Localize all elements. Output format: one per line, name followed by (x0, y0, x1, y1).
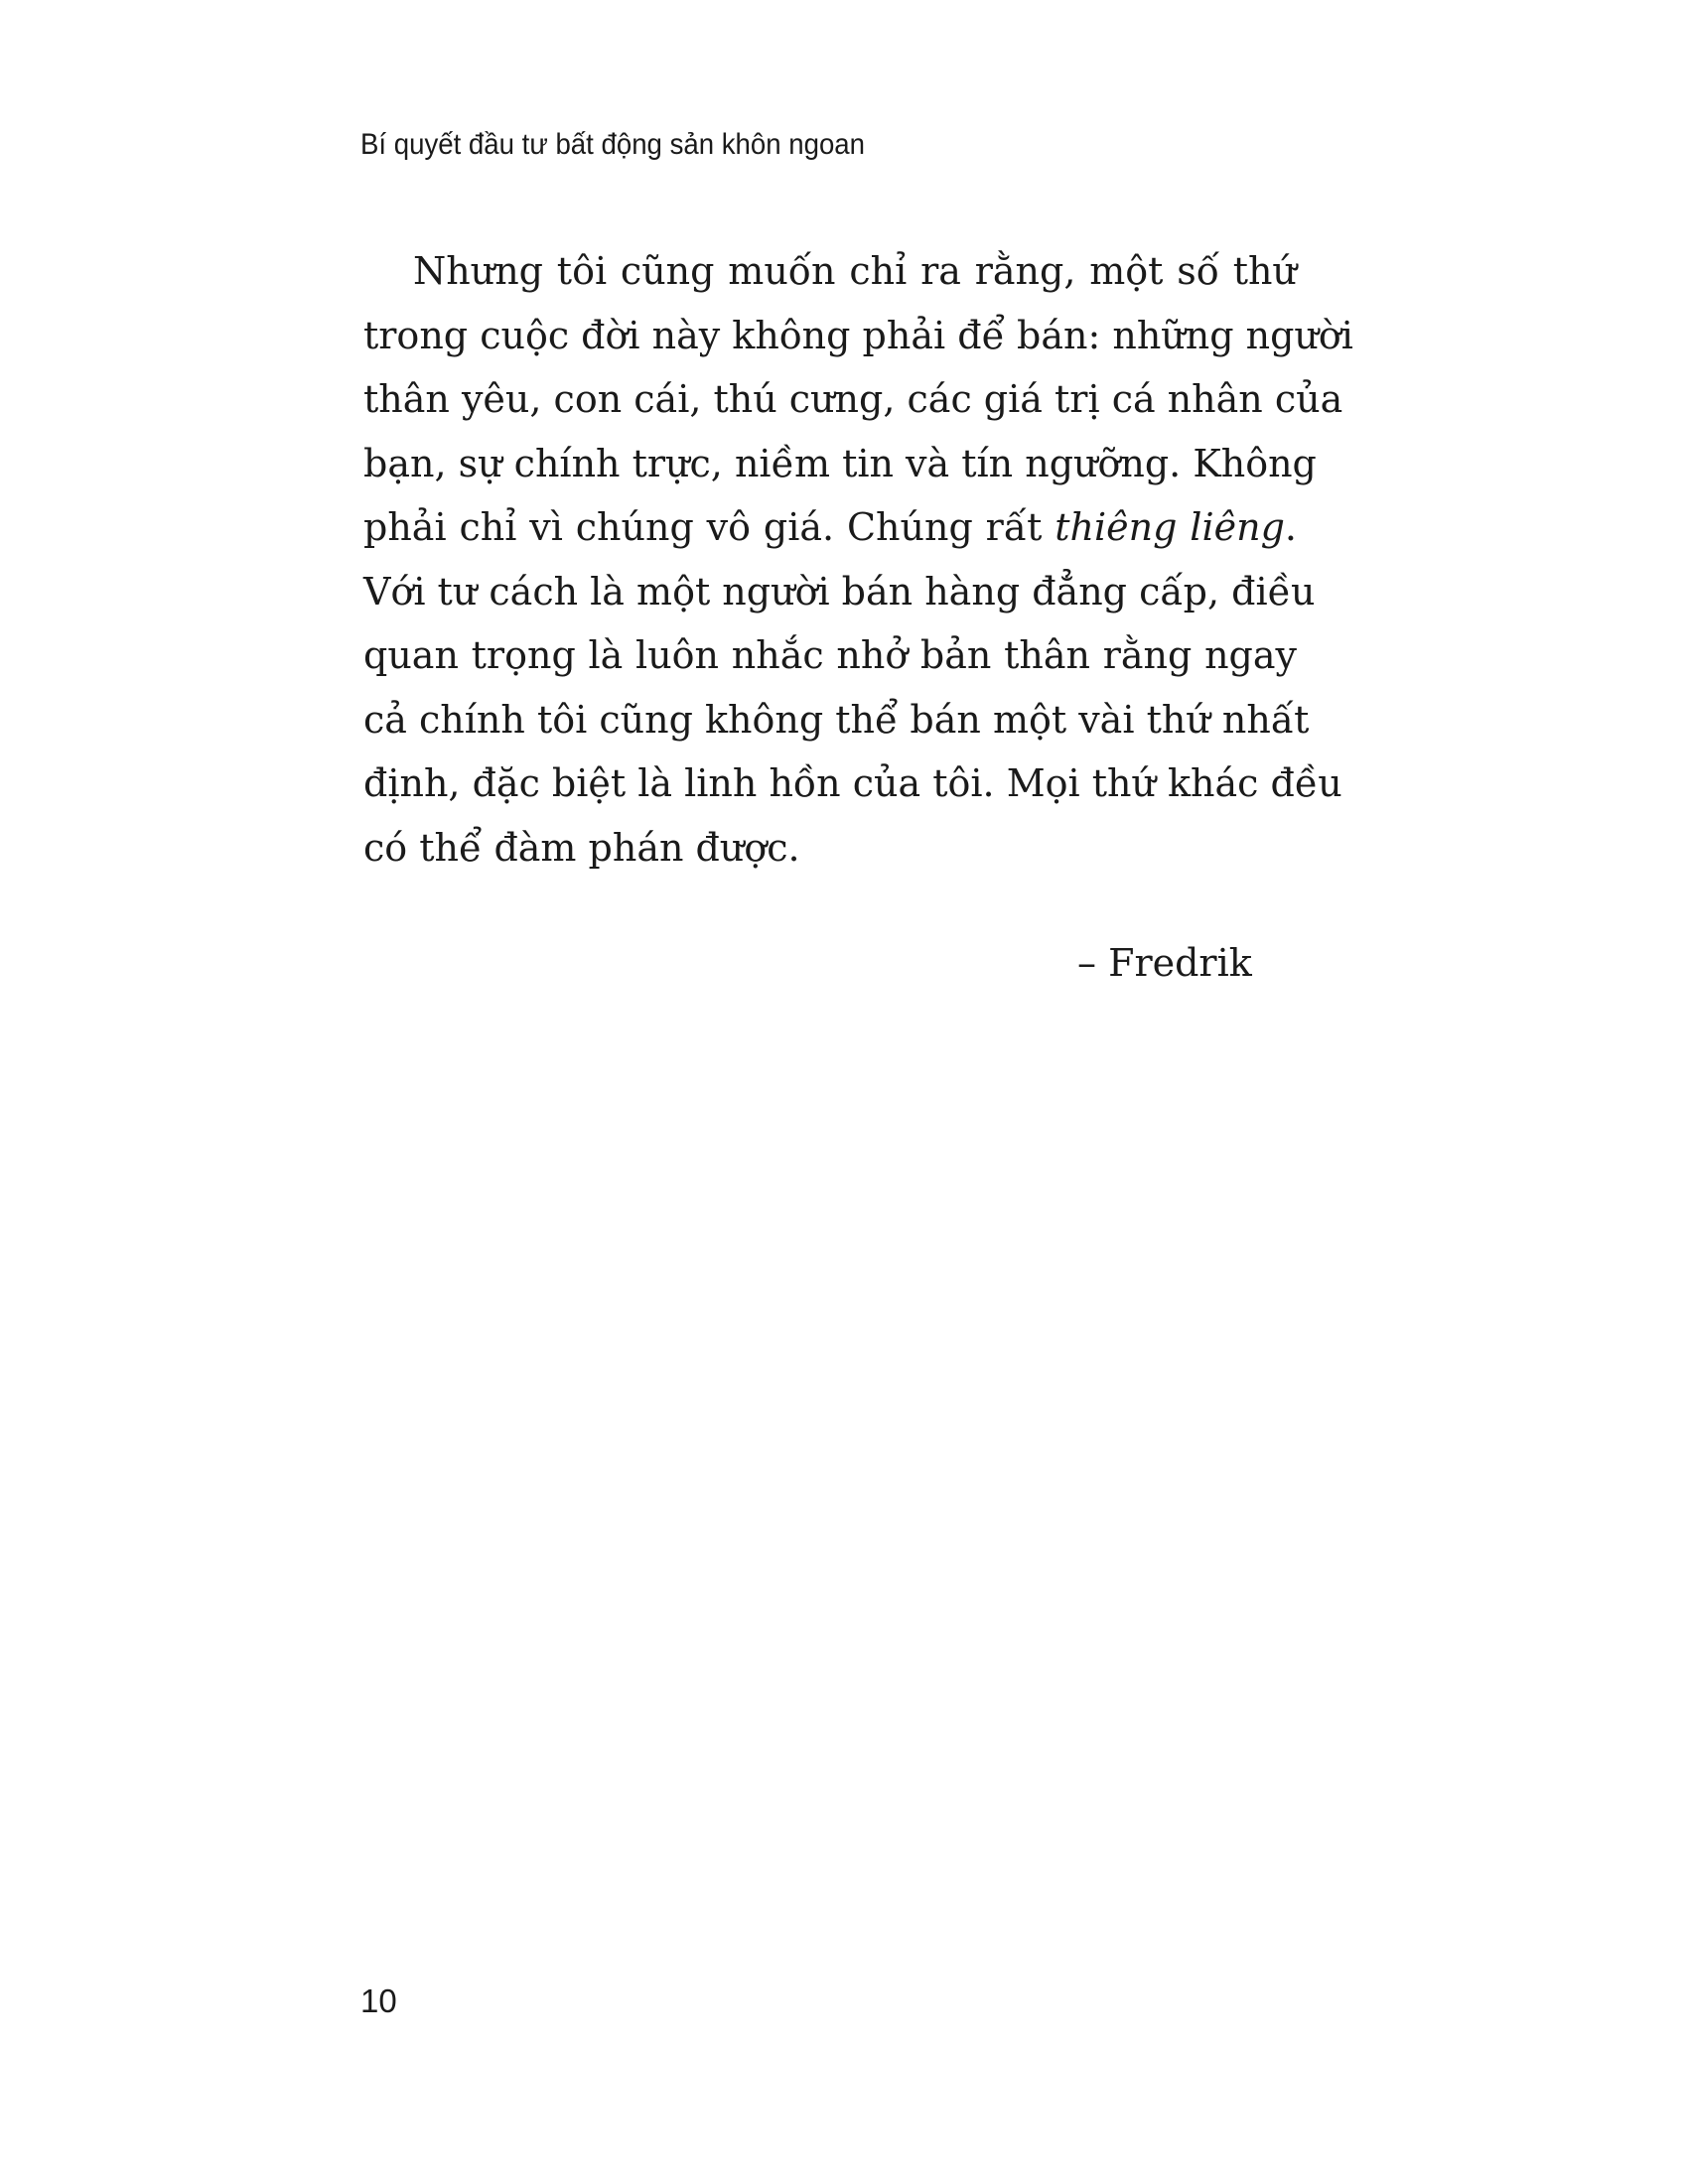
paragraph-line: có thể đàm phán được. (363, 825, 800, 870)
paragraph-line: Nhưng tôi cũng muốn chỉ ra rằng, một số thứ (413, 249, 1297, 293)
paragraph-line: quan trọng là luôn nhắc nhở bản thân rằng ngay (363, 633, 1297, 677)
paragraph-line: Với tư cách là một người bán hàng đẳng cấp, điều (363, 569, 1316, 614)
line-text: . (1284, 505, 1297, 549)
page-number: 10 (360, 1982, 397, 2019)
emphasis-text: thiêng liêng (1055, 505, 1285, 549)
line-text: phải chỉ vì chúng vô giá. Chúng rất (363, 505, 1055, 549)
paragraph-line: cả chính tôi cũng không thể bán một vài thứ nhất (363, 697, 1310, 742)
running-header: Bí quyết đầu tư bất động sản khôn ngoan (360, 128, 866, 161)
paragraph-line: định, đặc biệt là linh hồn của tôi. Mọi thứ khác đều (363, 761, 1342, 805)
paragraph-line (363, 495, 1297, 560)
body-paragraph (363, 239, 1353, 880)
author-signature: – Fredrik (1077, 941, 1252, 985)
paragraph-line: trong cuộc đời này không phải để bán: những người (363, 313, 1353, 357)
paragraph-line: bạn, sự chính trực, niềm tin và tín ngưỡng. Không (363, 441, 1317, 485)
paragraph-line: thân yêu, con cái, thú cưng, các giá trị cá nhân của (363, 377, 1343, 421)
